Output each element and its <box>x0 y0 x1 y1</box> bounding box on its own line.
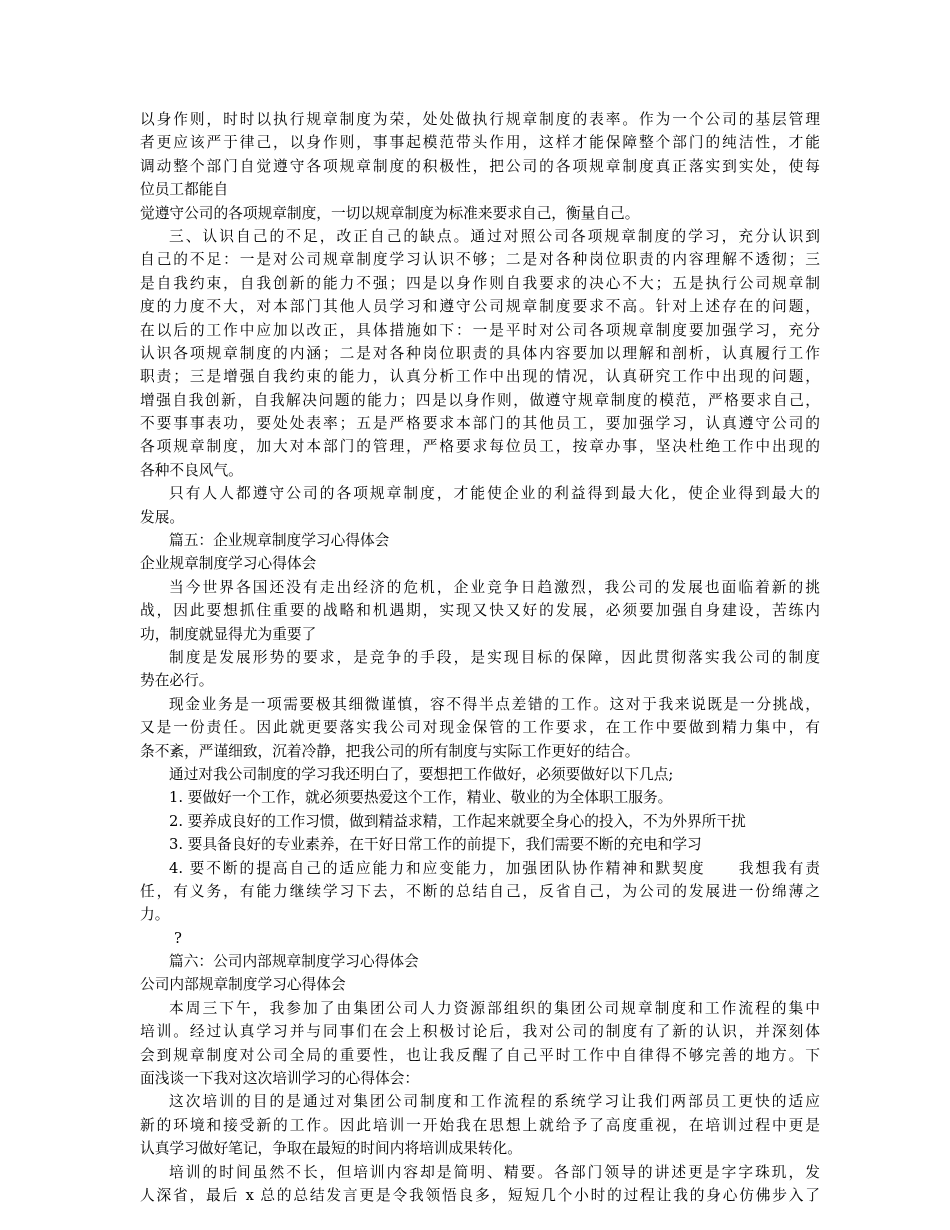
text-line: 是自我约束，自我创新的能力不强；四是以身作则自我要求的决心不大；五是执行公司规章制 <box>140 274 820 292</box>
list-item: 1. 要做好一个工作，就必须要热爱这个工作，精业、敬业的为全体职工服务。 <box>169 789 673 807</box>
paragraph-start: 本周三下午，我参加了由集团公司人力资源部组织的集团公司规章制度和工作流程的集中 <box>169 999 820 1017</box>
paragraph-start: 只有人人都遵守公司的各项规章制度，才能使企业的利益得到最大化，使企业得到最大的 <box>169 485 820 503</box>
text-line: 认真学习做好笔记，争取在最短的时间内将培训成果转化。 <box>140 1140 522 1158</box>
text-line: 力。 <box>140 906 170 924</box>
section-heading: 篇五：企业规章制度学习心得体会 <box>169 532 390 550</box>
text-line: 任，有义务，有能力继续学习下去，不断的总结自己，反省自己，为公司的发展进一份绵薄之 <box>140 882 820 900</box>
text-line: 觉遵守公司的各项规章制度，一切以规章制度为标准来要求自己，衡量自己。 <box>140 204 640 222</box>
text-line: 认识各项规章制度的内涵；二是对各种岗位职责的具体内容要加以理解和剖析，认真履行工作 <box>140 344 820 362</box>
text-line: 势在必行。 <box>140 672 214 690</box>
text-line: 各项规章制度，加大对本部门的管理，严格要求每位员工，按章办事，坚决杜绝工作中出现的 <box>140 438 820 456</box>
paragraph-start: 当今世界各国还没有走出经济的危机，企业竞争日趋激烈，我公司的发展也面临着新的挑 <box>169 578 820 596</box>
text-line: 位员工都能自 <box>140 181 229 199</box>
text-line: 自己的不足：一是对公司规章制度学习认识不够；二是对各种岗位职责的内容理解不透彻；三 <box>140 251 820 269</box>
list-item: 3. 要具备良好的专业素养，在干好日常工作的前提下，我们需要不断的充电和学习 <box>169 836 702 854</box>
text-line: 条不紊，严谨细致，沉着冷静，把我公司的所有制度与实际工作更好的结合。 <box>140 742 640 760</box>
text-line: 度的力度不大，对本部门其他人员学习和遵守公司规章制度要求不高。针对上述存在的问题， <box>140 298 820 316</box>
section-heading: 篇六：公司内部规章制度学习心得体会 <box>169 953 419 971</box>
text-line: 战，因此要想抓住重要的战略和机遇期，实现又快又好的发展，必须要加强自身建设，苦练内 <box>140 602 820 620</box>
list-item: 4. 要不断的提高自己的适应能力和应变能力，加强团队协作精神和默契度 我想我有责 <box>169 859 820 877</box>
paragraph-start: 这次培训的目的是通过对集团公司制度和工作流程的系统学习让我们两部员工更快的适应 <box>169 1093 820 1111</box>
text-line: 调动整个部门自觉遵守各项规章制度的积极性，把公司的各项规章制度真正落实到实处，使每 <box>140 157 820 175</box>
article-title: 企业规章制度学习心得体会 <box>140 555 317 573</box>
paragraph-start: 制度是发展形势的要求，是竞争的手段，是实现目标的保障，因此贯彻落实我公司的制度 <box>169 648 820 666</box>
text-line: 发展。 <box>140 508 185 526</box>
text-line: 功，制度就显得尤为重要了 <box>140 625 317 643</box>
text-line: 培训。经过认真学习并与同事们在会上积极讨论后，我对公司的制度有了新的认识，并深刻体 <box>140 1023 820 1041</box>
document-page <box>140 108 820 1207</box>
text-line: 增强自我创新，自我解决问题的能力；四是以身作则，做遵守规章制度的模范，严格要求自己， <box>140 391 820 409</box>
text-line: 不要事事表功，要处处表率；五是严格要求本部门的其他员工，要加强学习，认真遵守公司的 <box>140 415 820 433</box>
paragraph-start: 通过对我公司制度的学习我还明白了，要想把工作做好，必须要做好以下几点; <box>169 765 674 783</box>
text-line: 又是一份责任。因此就更要落实我公司对现金保管的工作要求，在工作中要做到精力集中，有 <box>140 719 820 737</box>
list-item: 2. 要养成良好的工作习惯，做到精益求精，工作起来就要全身心的投入，不为外界所干扰 <box>169 812 746 830</box>
paragraph-start: 三、认识自己的不足，改正自己的缺点。通过对照公司各项规章制度的学习，充分认识到 <box>169 227 820 245</box>
text-line: 人深省，最后 x 总的总结发言更是令我领悟良多，短短几个小时的过程让我的身心仿佛步入了 <box>140 1186 820 1204</box>
text-line: 者更应该严于律己，以身作则，事事起模范带头作用，这样才能保障整个部门的纯洁性，才能 <box>140 134 820 152</box>
text-line: 各种不良风气。 <box>140 461 243 479</box>
text-line: 职责；三是增强自我约束的能力，认真分析工作中出现的情况，认真研究工作中出现的问题， <box>140 368 820 386</box>
paragraph-start: 培训的时间虽然不长，但培训内容却是简明、精要。各部门领导的讲述更是字字珠玑，发 <box>169 1163 820 1181</box>
text-line: 面浅谈一下我对这次培训学习的心得体会： <box>140 1070 420 1088</box>
stray-mark: ? <box>174 929 182 947</box>
paragraph-start: 现金业务是一项需要极其细微谨慎，容不得半点差错的工作。这对于我来说既是一分挑战， <box>169 695 820 713</box>
article-title: 公司内部规章制度学习心得体会 <box>140 976 346 994</box>
text-line: 以身作则，时时以执行规章制度为荣，处处做执行规章制度的表率。作为一个公司的基层管理 <box>140 111 820 128</box>
text-line: 会到规章制度对公司全局的重要性，也让我反醒了自己平时工作中自律得不够完善的地方。下 <box>140 1046 820 1064</box>
text-line: 在以后的工作中应加以改正，具体措施如下：一是平时对公司各项规章制度要加强学习，充分 <box>140 321 820 339</box>
text-line: 新的环境和接受新的工作。因此培训一开始我在思想上就给予了高度重视，在培训过程中更是 <box>140 1116 820 1134</box>
